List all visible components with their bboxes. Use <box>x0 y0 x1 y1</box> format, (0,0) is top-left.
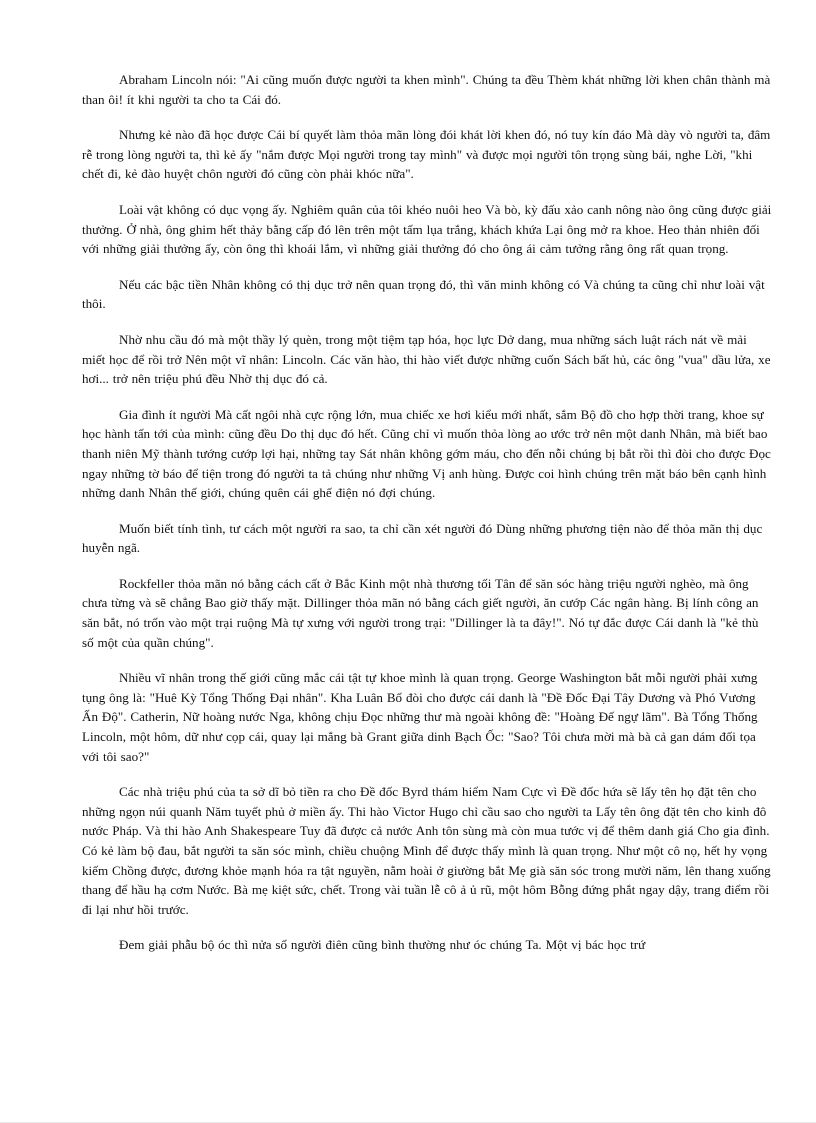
paragraph-rockfeller-dillinger: Rockfeller thỏa mãn nó bằng cách cất ở Bắc Kinh một nhà thương tối Tân để săn sóc hàng triệu người nghèo, mà ông chưa từng và sẽ chẳng Bao giờ thấy mặt. Dillinger thỏa mãn nó bằng cách giết người, ăn cướp Các ngân hàng. Bị lính công an săn bắt, nó trốn vào một trại ruộng Mà tự xưng với người trong trại: "Dillinger là ta đây!". Nó tự đắc được Cái danh là "kẻ thù số một của quần chúng". <box>82 575 759 650</box>
paragraph-family-show-off: Gia đình ít người Mà cất ngôi nhà cực rộng lớn, mua chiếc xe hơi kiểu mới nhất, sắm Bộ đồ cho hợp thời trang, khoe sự học hành tấn tới của mình: cũng đều Do thị dục đó hết. Cũng chỉ vì muốn thỏa lòng ao ước trở nên một danh Nhân, mà biết bao thanh niên Mỹ thành tướng cướp lợi hại, những tay Sát nhân không gớm máu, cho đến nỗi chúng bị bắt rồi thì đòi cho được Đọc ngay những tờ báo để tiện trong đó người ta tả chúng như những Vị anh hùng. Được coi hình chúng trên mặt báo bên cạnh hình những danh Nhân thế giới, chúng quên cái ghế điện nó đợi chúng. <box>82 406 771 501</box>
document-body <box>82 70 772 955</box>
paragraph-great-men: Nhiều vĩ nhân trong thế giới cũng mắc cái tật tự khoe mình là quan trọng. George Washington bắt mỗi người phải xưng tụng ông là: "Huê Kỳ Tổng Thống Đại nhân". Kha Luân Bố đòi cho được cái danh là "Đề Đốc Đại Tây Dương và Phó Vương Ấn Độ". Catherin, Nữ hoàng nước Nga, không chịu Đọc những thư mà ngoài không đề: "Hoàng Đế ngự lãm". Bà Tổng Thống Lincoln, một hôm, dữ như cọp cái, quay lại mắng bà Grant giữa dinh Bạch Ốc: "Sao? Tôi chưa mời mà bà cả gan dám đối tọa với tôi sao?" <box>82 670 758 764</box>
paragraph-millionaires: Các nhà triệu phú của ta sở dĩ bỏ tiền ra cho Đề đốc Byrd thám hiểm Nam Cực vì Đề đốc hứa sẽ lấy tên họ đặt tên cho những ngọn núi quanh Năm tuyết phủ ở miền ấy. Thi hào Victor Hugo chỉ cầu sao cho người ta Lấy tên ông đặt tên cho kinh đô nước Pháp. Và thi hào Anh Shakespeare Tuy đã được cả nước Anh tôn sùng mà còn mua tước vị để thêm danh giá Cho gia đình. Có kẻ làm bộ đau, bắt người ta săn sóc mình, chiều chuộng Mình để được thấy mình là quan trọng. Như một cô nọ, hết hy vọng kiếm Chồng được, đương khỏe mạnh hóa ra tật nguyền, nằm hoài ở giường bắt Mẹ già săn sóc trong mười năm, lên thang xuống thang để hầu hạ cơm Nước. Bà mẹ kiệt sức, chết. Trong vài tuần lễ cô ả ủ rũ, một hôm Bỗng đứng phắt ngay dậy, trang điểm rồi đi lại như hồi trước. <box>82 784 771 917</box>
paragraph-ancestors: Nếu các bậc tiền Nhân không có thị dục trở nên quan trọng đó, thì văn minh không có Và chúng ta cũng chỉ như loài vật thôi. <box>82 276 765 312</box>
paragraph-animals-no-desire: Loài vật không có dục vọng ấy. Nghiêm quân của tôi khéo nuôi heo Và bò, kỳ đấu xảo canh nông nào ông cũng được giải thưởng. Ở nhà, ông ghim hết thảy bằng cấp đó lên trên một tấm lụa trắng, khách khứa Lại ông mở ra khoe. Heo thản nhiên đối với những giải thưởng ấy, còn ông thì khoái lắm, vì những giải thưởng đó cho ông ái cảm tưởng rằng ông rất quan trọng. <box>82 201 772 257</box>
paragraph-secret-of-praise: Nhưng kẻ nào đã học được Cái bí quyết làm thỏa mãn lòng đói khát lời khen đó, nó tuy kín đáo Mà dày vò người ta, đâm rễ trong lòng người ta, thì kẻ ấy "nắm được Mọi người trong tay mình" và được mọi người tôn trọng sùng bái, nghe Lời, "khi chết đi, kẻ đào huyệt chôn người đó cũng còn phải khóc nữa". <box>82 127 771 182</box>
paragraph-character: Muốn biết tính tình, tư cách một người ra sao, ta chỉ cần xét người đó Dùng những phương tiện nào để thỏa mãn thị dục huyễn ngã. <box>82 520 763 556</box>
paragraph-lincoln-study: Nhờ nhu cầu đó mà một thầy lý quèn, trong một tiệm tạp hóa, học lực Dở dang, mua những sách luật rách nát về mải miết học để rồi trở Nên một vĩ nhân: Lincoln. Các văn hào, thi hào viết được những cuốn Sách bất hủ, các ông "vua" dầu lửa, xe hơi... trở nên triệu phú đều Nhờ thị dục đó cả. <box>82 331 771 387</box>
paragraph-lincoln-quote: Abraham Lincoln nói: "Ai cũng muốn được người ta khen mình". Chúng ta đều Thèm khát những lời khen chân thành mà than ôi! ít khi người ta cho ta Cái đó. <box>82 72 771 107</box>
paragraph-brain-dissection: Đem giải phẫu bộ óc thì nửa số người điên cũng bình thường như óc chúng Ta. Một vị bác học trứ <box>119 937 646 953</box>
